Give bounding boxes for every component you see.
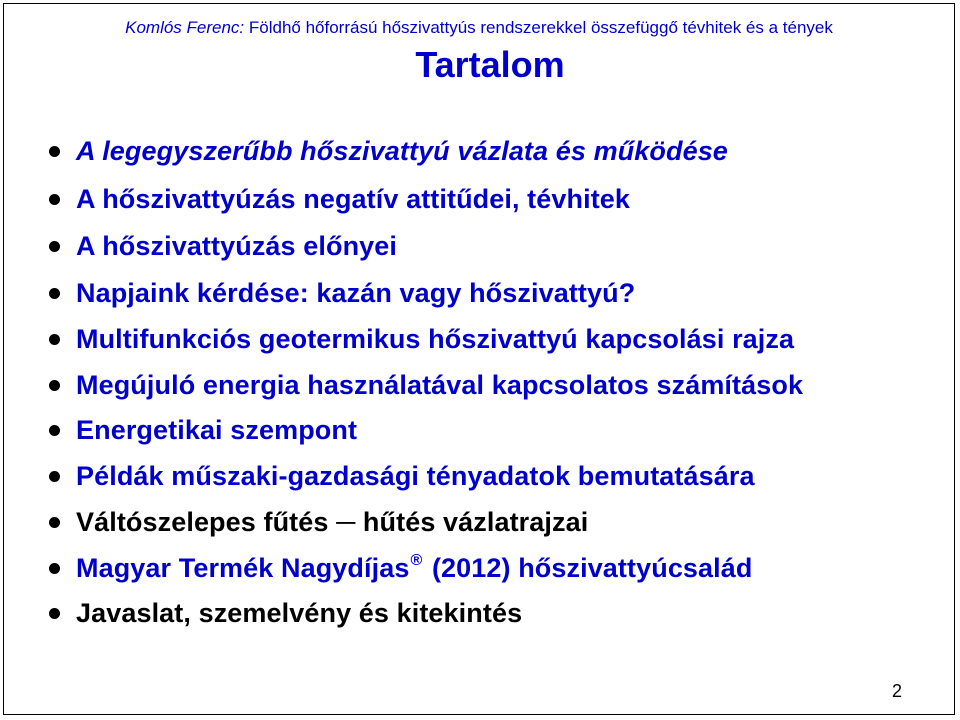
list-item: [49, 131, 728, 171]
bullet-icon: [49, 288, 60, 299]
list-item: [49, 593, 522, 633]
list-item: [49, 179, 630, 219]
list-item: [49, 548, 752, 588]
list-item: [49, 456, 755, 496]
list-item-text: Javaslat, szemelvény és kitekintés: [76, 597, 523, 628]
header-author: Komlós Ferenc:: [125, 18, 245, 37]
list-item-text: Váltószelepes fűtés ─ hűtés vázlatrajzai: [76, 506, 589, 537]
list-item: [49, 226, 397, 266]
list-item-text: [76, 552, 752, 584]
list-item: [49, 410, 357, 450]
list-item-text-after: (2012) hőszivattyúcsalád: [424, 553, 753, 583]
list-item-text-main: Magyar Termék Nagydíjas: [76, 553, 410, 583]
list-item-text: A legegyszerűbb hőszivattyú vázlata és működése: [76, 135, 728, 166]
list-item-text: Energetikai szempont: [76, 414, 358, 445]
bullet-icon: [49, 425, 60, 436]
bullet-icon: [49, 563, 60, 574]
bullet-icon: [49, 517, 60, 528]
bullet-icon: [49, 471, 60, 482]
list-item-text: A hőszivattyúzás előnyei: [76, 230, 397, 261]
content-list: [4, 4, 954, 704]
bullet-icon: [49, 380, 60, 391]
list-item: [49, 273, 635, 313]
list-item: [49, 502, 588, 542]
bullet-icon: [49, 146, 60, 157]
list-item-text: Példák műszaki-gazdasági tényadatok bemutatására: [76, 460, 755, 491]
bullet-icon: [49, 608, 60, 619]
bullet-icon: [49, 334, 60, 345]
bullet-icon: [49, 241, 60, 252]
list-item: [49, 365, 803, 405]
slide: [3, 3, 955, 715]
list-item-text: Megújuló energia használatával kapcsolatos számítások: [76, 369, 804, 400]
list-item-text: A hőszivattyúzás negatív attitűdei, tévhitek: [76, 183, 631, 214]
slide-title: Tartalom: [415, 44, 565, 85]
registered-mark: ®: [410, 552, 423, 569]
list-item: [49, 319, 794, 359]
header-topic: Földhő hőforrású hőszivattyús rendszerekkel összefüggő tévhitek és a tények: [248, 18, 833, 37]
page-number: 2: [891, 681, 902, 701]
list-item-text: Multifunkciós geotermikus hőszivattyú kapcsolási rajza: [76, 323, 795, 354]
list-item-text: Napjaink kérdése: kazán vagy hőszivattyú?: [76, 277, 636, 308]
bullet-icon: [49, 194, 60, 205]
